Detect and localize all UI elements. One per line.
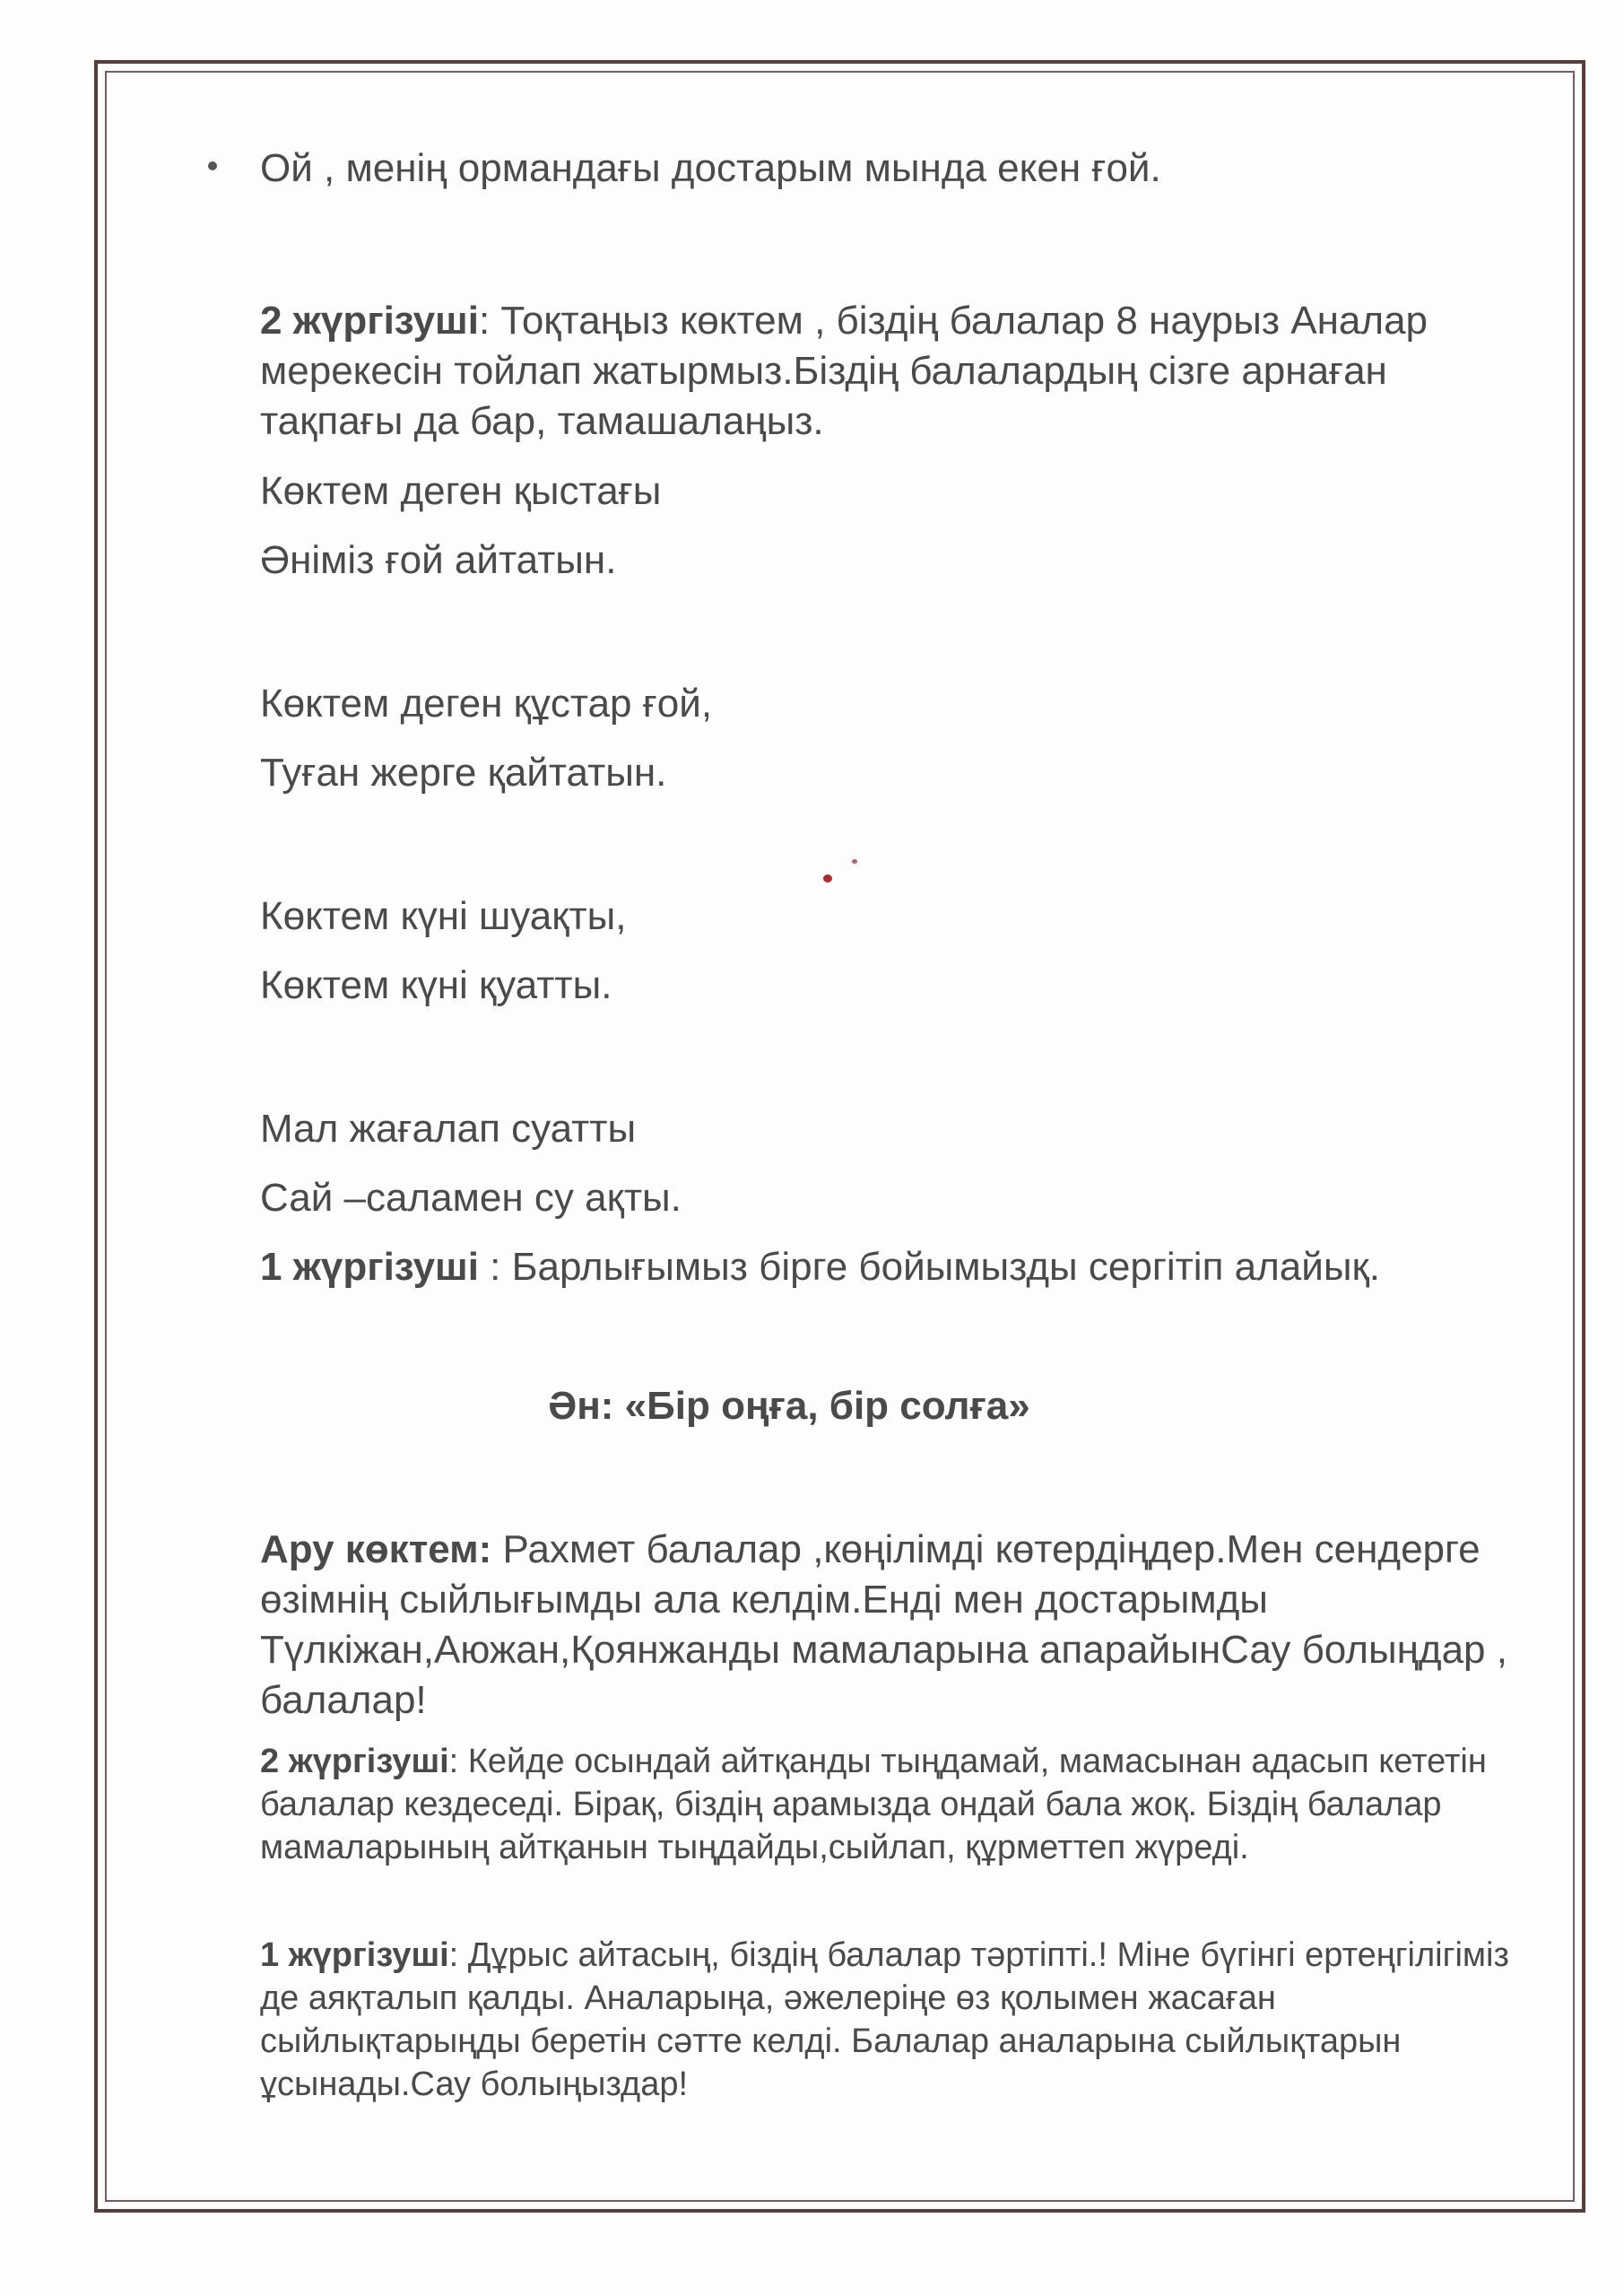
bullet-icon xyxy=(208,161,217,170)
bullet-line xyxy=(260,144,1161,194)
bullet-text: Ой , менің ормандағы достарым мында екен ғой. xyxy=(260,146,1161,190)
speaker-label: 2 жүргізуші xyxy=(260,1743,449,1780)
song-title-wrap xyxy=(260,1381,1318,1431)
speaker-label: 2 жүргізуші xyxy=(260,299,479,343)
speaker-label: 1 жүргізуші xyxy=(260,1936,449,1974)
ink-spot xyxy=(823,874,832,883)
speaker-label: Ару көктем: xyxy=(260,1527,492,1571)
paragraph-text: Рахмет балалар ,көңілімді көтердіңдер.Мен сендерге өзімнің сыйлығымды ала келдім.Енді мен достарымды Түлкіжан,Аюжан,Қоянжанды мамаларына апарайынСау болыңдар , балалар! xyxy=(260,1527,1507,1722)
paragraph-host2-intro xyxy=(260,296,1533,447)
paragraph-text: : Тоқтаңыз көктем , біздің балалар 8 наурыз Аналар мерекесін тойлап жатырмыз.Біздің балалардың сізге арнаған тақпағы да бар, тамашалаңыз. xyxy=(260,299,1429,443)
paragraph-text: : Дұрыс айтасың, біздің балалар тәртіпті.! Міне бүгінгі ертеңгілігіміз де аяқталып қалды. Аналарыңа, әжелеріңе өз қолымен жасаған сыйлықтарыңды беретін сәтте келді. Балалар аналарына сыйлықтарын ұсынады.Сау болыңыздар! xyxy=(260,1936,1509,2103)
paragraph-spring xyxy=(260,1525,1533,1726)
song-title: Ән: «Бір оңға, бір солға» xyxy=(548,1384,1030,1428)
ink-spot xyxy=(852,859,857,864)
poem-line: Мал жағалап суатты xyxy=(260,1107,637,1151)
poem-line: Көктем деген қыстағы xyxy=(260,469,662,513)
poem-line: Көктем күні қуатты. xyxy=(260,963,612,1007)
paragraph-host1-stretch xyxy=(260,1242,1551,1292)
speaker-label: 1 жүргізуші xyxy=(260,1245,479,1289)
poem-line: Сай –саламен су ақты. xyxy=(260,1176,682,1220)
poem-line: Туған жерге қайтатын. xyxy=(260,751,667,795)
paragraph-text: : Кейде осындай айтқанды тыңдамай, мамасынан адасып кететін балалар кездеседі. Бірақ, біздің арамызда ондай бала жоқ. Біздің балалар мамаларының айтқанын тыңдайды,сыйлап, құрметтеп жүреді. xyxy=(260,1743,1487,1866)
paragraph-host1-closing xyxy=(260,1934,1533,2106)
poem-line: Көктем күні шуақты, xyxy=(260,894,627,938)
paragraph-host2-children xyxy=(260,1740,1533,1869)
paragraph-text: : Барлығымыз бірге бойымызды сергітіп алайық. xyxy=(478,1245,1380,1289)
poem-line: Көктем деген құстар ғой, xyxy=(260,682,713,726)
poem-line: Әніміз ғой айтатын. xyxy=(260,538,617,582)
